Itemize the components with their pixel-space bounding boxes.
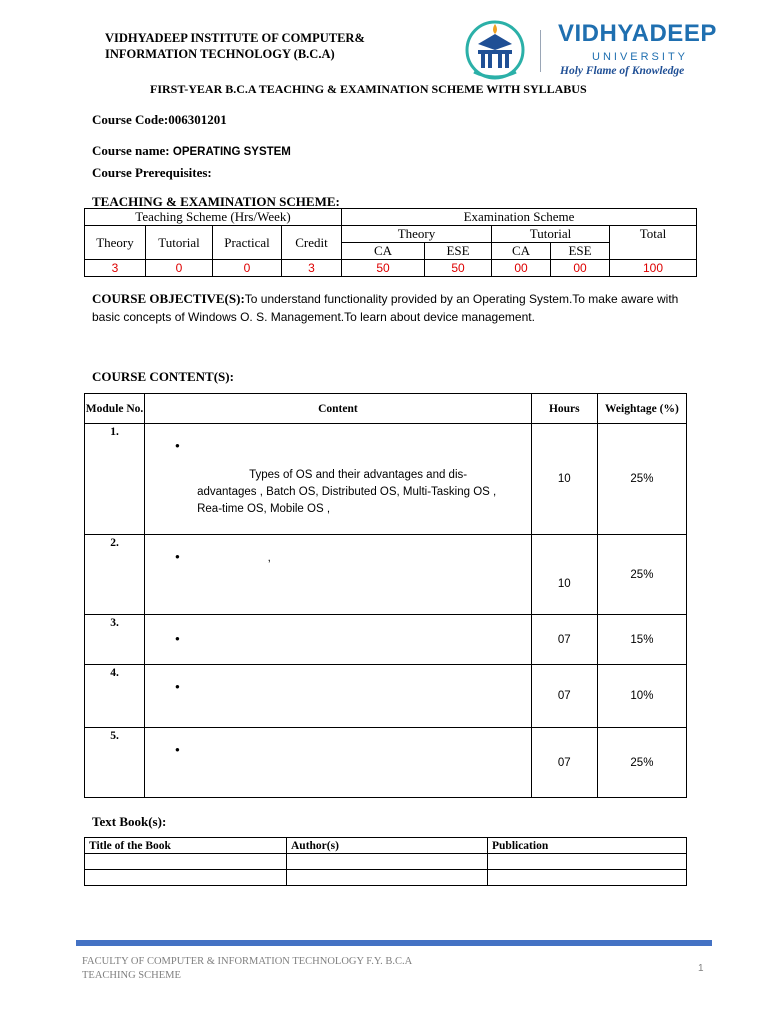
value-ca-tutorial: 00 (492, 260, 551, 277)
exam-ca-theory: CA (342, 243, 425, 260)
footer-bar (76, 940, 712, 946)
module-number: 2. (85, 535, 145, 615)
col-practical: Practical (213, 226, 282, 260)
module-weight: 25% (597, 424, 686, 535)
course-code-value: 006301201 (168, 112, 227, 127)
module-hours: 07 (531, 615, 597, 665)
teaching-scheme-header: Teaching Scheme (Hrs/Week) (85, 209, 342, 226)
table-row (85, 870, 687, 886)
module-weight: 25% (597, 535, 686, 615)
value-tutorial: 0 (146, 260, 213, 277)
module-hours: 07 (531, 728, 597, 798)
exam-ca-tutorial: CA (492, 243, 551, 260)
course-content-table (84, 393, 687, 798)
scheme-heading: TEACHING & EXAMINATION SCHEME: (92, 194, 340, 209)
exam-total-header: Total (610, 226, 697, 260)
col-book-author: Author(s) (287, 838, 488, 854)
bullet-icon: • (175, 679, 180, 694)
table-row (85, 615, 687, 665)
bullet-icon: • (175, 631, 180, 646)
institute-name (105, 30, 365, 62)
bullet-icon: • (175, 549, 180, 564)
scheme-table (84, 208, 697, 277)
table-row (85, 424, 687, 535)
table-row (85, 854, 687, 870)
institute-name-line1: VIDHYADEEP INSTITUTE OF COMPUTER& (105, 31, 365, 45)
course-prerequisites: Course Prerequisites: (92, 165, 212, 180)
textbooks-heading: Text Book(s): (92, 814, 167, 829)
content-heading: COURSE CONTENT(S): (92, 369, 234, 384)
table-row (85, 665, 687, 728)
module-content (145, 728, 532, 798)
university-name: VIDHYADEEP (558, 20, 717, 47)
bullet-icon: • (175, 438, 180, 453)
module-weight: 15% (597, 615, 686, 665)
module-text: Types of OS and their advantages and dis-advantages , Batch OS, Distributed OS, Multi-Tasking OS , Rea-time OS, Mobile OS , (197, 469, 497, 515)
value-practical: 0 (213, 260, 282, 277)
objective-label: COURSE OBJECTIVE(S): (92, 291, 245, 306)
col-book-publication: Publication (488, 838, 687, 854)
exam-theory-header: Theory (342, 226, 492, 243)
module-hours: 10 (531, 535, 597, 615)
col-hours: Hours (531, 394, 597, 424)
module-number: 3. (85, 615, 145, 665)
book-author-cell (287, 854, 488, 870)
col-module: Module No. (85, 394, 145, 424)
course-code-label: Course Code: (92, 112, 169, 127)
col-tutorial: Tutorial (146, 226, 213, 260)
university-logo-icon (464, 18, 526, 84)
exam-ese-tutorial: ESE (551, 243, 610, 260)
table-row (85, 535, 687, 615)
module-weight: 10% (597, 665, 686, 728)
module-number: 4. (85, 665, 145, 728)
col-content: Content (145, 394, 532, 424)
module-content (145, 424, 532, 535)
bullet-icon: • (175, 742, 180, 757)
table-row (85, 728, 687, 798)
value-credit: 3 (282, 260, 342, 277)
value-ca-theory: 50 (342, 260, 425, 277)
book-author-cell (287, 870, 488, 886)
book-title-cell (85, 870, 287, 886)
course-objective (92, 290, 692, 326)
university-subtitle: UNIVERSITY (592, 51, 689, 63)
university-tagline: Holy Flame of Knowledge (560, 65, 685, 77)
course-name-label: Course name: (92, 143, 170, 158)
value-theory: 3 (85, 260, 146, 277)
module-content (145, 535, 532, 615)
course-name-value: OPERATING SYSTEM (172, 146, 291, 158)
page-number: 1 (698, 963, 704, 974)
module-number: 1. (85, 424, 145, 535)
logo-divider (540, 30, 541, 72)
module-hours: 10 (531, 424, 597, 535)
textbooks-table (84, 837, 687, 886)
book-publication-cell (488, 870, 687, 886)
module-weight: 25% (597, 728, 686, 798)
module-text: , (267, 552, 271, 564)
exam-tutorial-header: Tutorial (492, 226, 610, 243)
book-title-cell (85, 854, 287, 870)
footer-line1: FACULTY OF COMPUTER & INFORMATION TECHNOLOGY F.Y. B.C.A (82, 956, 413, 967)
value-ese-theory: 50 (425, 260, 492, 277)
module-hours: 07 (531, 665, 597, 728)
col-theory: Theory (85, 226, 146, 260)
col-book-title: Title of the Book (85, 838, 287, 854)
institute-name-line2: INFORMATION TECHNOLOGY (B.C.A) (105, 47, 335, 61)
footer-line2: TEACHING SCHEME (82, 970, 181, 981)
objective-text: To understand functionality provided by an Operating System.To make aware with basic concepts of Windows O. S. Management.To learn about device management. (92, 292, 679, 324)
book-publication-cell (488, 854, 687, 870)
course-name (92, 143, 291, 159)
value-ese-tutorial: 00 (551, 260, 610, 277)
exam-ese-theory: ESE (425, 243, 492, 260)
scheme-title: FIRST-YEAR B.C.A TEACHING & EXAMINATION SCHEME WITH SYLLABUS (150, 82, 587, 96)
module-number: 5. (85, 728, 145, 798)
col-weightage: Weightage (%) (597, 394, 686, 424)
module-content (145, 615, 532, 665)
module-content (145, 665, 532, 728)
value-total: 100 (610, 260, 697, 277)
footer-text (82, 955, 412, 983)
col-credit: Credit (282, 226, 342, 260)
course-code (92, 112, 227, 128)
exam-scheme-header: Examination Scheme (342, 209, 697, 226)
